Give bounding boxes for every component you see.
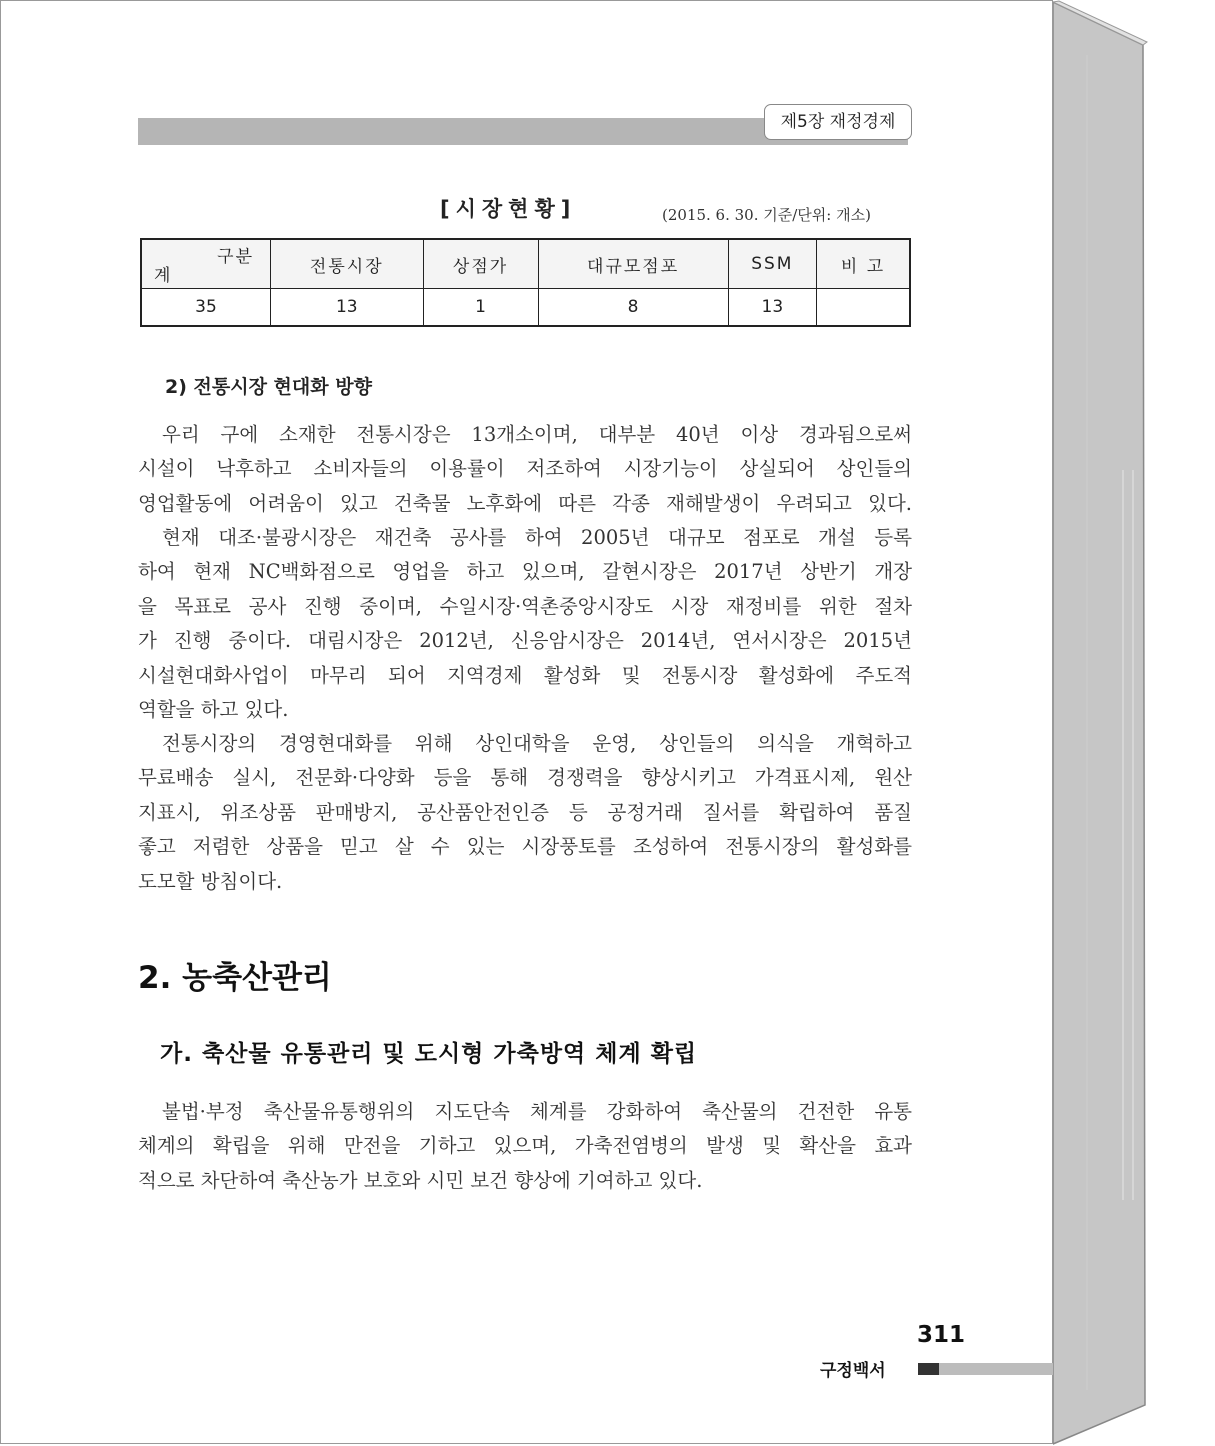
corner-header-top: 구분 — [217, 247, 254, 267]
section-title: 2. 농축산관리 — [138, 960, 332, 996]
table-cell: 13 — [728, 289, 816, 327]
text-line: 역할을 하고 있다. — [138, 698, 289, 722]
corner-header-cell — [141, 239, 271, 289]
table-cell: 1 — [423, 289, 538, 327]
total-cell: 35 — [141, 289, 271, 327]
column-header: 비 고 — [817, 239, 910, 289]
column-header: 상점가 — [423, 239, 538, 289]
table-header-row — [141, 239, 910, 289]
text-line: 하여 현재 NC백화점으로 영업을 하고 있으며, 갈현시장은 2017년 상반기 개장 — [138, 560, 912, 584]
text-line: 시설이 낙후하고 소비자들의 이용률이 저조하여 시장기능이 상실되어 상인들의 — [138, 457, 912, 481]
text-line: 체계의 확립을 위해 만전을 기하고 있으며, 가축전염병의 발생 및 확산을 효과 — [138, 1134, 912, 1158]
text-line: 무료배송 실시, 전문화·다양화 등을 통해 경쟁력을 향상시키고 가격표시제, 원산 — [138, 766, 912, 790]
text-line: 좋고 저렴한 상품을 믿고 살 수 있는 시장풍토를 조성하여 전통시장의 활성화를 — [138, 835, 912, 859]
paragraph-3 — [138, 727, 912, 899]
text-line: 적으로 차단하여 축산농가 보호와 시민 보건 향상에 기여하고 있다. — [138, 1168, 703, 1192]
text-line: 가 진행 중이다. 대림시장은 2012년, 신응암시장은 2014년, 연서시장은 2015년 — [138, 629, 912, 653]
table-cell: 13 — [271, 289, 424, 327]
footer-bar-accent — [918, 1363, 939, 1375]
text-line: 시설현대화사업이 마무리 되어 지역경제 활성화 및 전통시장 활성화에 주도적 — [138, 663, 912, 687]
paragraph-final — [138, 1095, 912, 1198]
subsection-title: 가. 축산물 유통관리 및 도시형 가축방역 체계 확립 — [160, 1041, 698, 1067]
column-header: 대규모점포 — [538, 239, 728, 289]
text-line: 도모할 방침이다. — [138, 869, 283, 893]
text-line: 을 목표로 공사 진행 중이며, 수일시장·역촌중앙시장도 시장 재정비를 위한 절차 — [138, 594, 912, 618]
table-title: [시장현황] — [440, 197, 577, 221]
corner-header-bottom: 계 — [154, 266, 173, 286]
table-cell — [817, 289, 910, 327]
text-line: 불법·부정 축산물유통행위의 지도단속 체계를 강화하여 축산물의 건전한 유통 — [162, 1100, 912, 1123]
table-unit-note: (2015. 6. 30. 기준/단위: 개소) — [662, 206, 871, 224]
text-line: 현재 대조·불광시장은 재건축 공사를 하여 2005년 대규모 점포로 개설 등록 — [162, 526, 912, 549]
page-number: 311 — [917, 1322, 966, 1348]
text-line: 영업활동에 어려움이 있고 건축물 노후화에 따른 각종 재해발생이 우려되고 있다. — [138, 491, 912, 515]
chapter-label: 제5장 재정경제 — [764, 104, 912, 140]
text-line: 전통시장의 경영현대화를 위해 상인대학을 운영, 상인들의 의식을 개혁하고 — [162, 732, 912, 755]
table-cell: 8 — [538, 289, 728, 327]
paragraph-1 — [138, 418, 912, 521]
market-status-table — [140, 238, 911, 327]
footer-book-title: 구정백서 — [820, 1361, 886, 1381]
column-header: 전통시장 — [271, 239, 424, 289]
subsection-heading: 2) 전통시장 현대화 방향 — [165, 376, 372, 398]
text-line: 우리 구에 소재한 전통시장은 13개소이며, 대부분 40년 이상 경과됨으로써 — [162, 423, 912, 446]
book-edge-shading — [1053, 0, 1213, 1446]
paragraph-2 — [138, 521, 912, 727]
column-header: SSM — [728, 239, 816, 289]
text-line: 지표시, 위조상품 판매방지, 공산품안전인증 등 공정거래 질서를 확립하여 품질 — [138, 800, 912, 824]
table-row — [141, 289, 910, 327]
